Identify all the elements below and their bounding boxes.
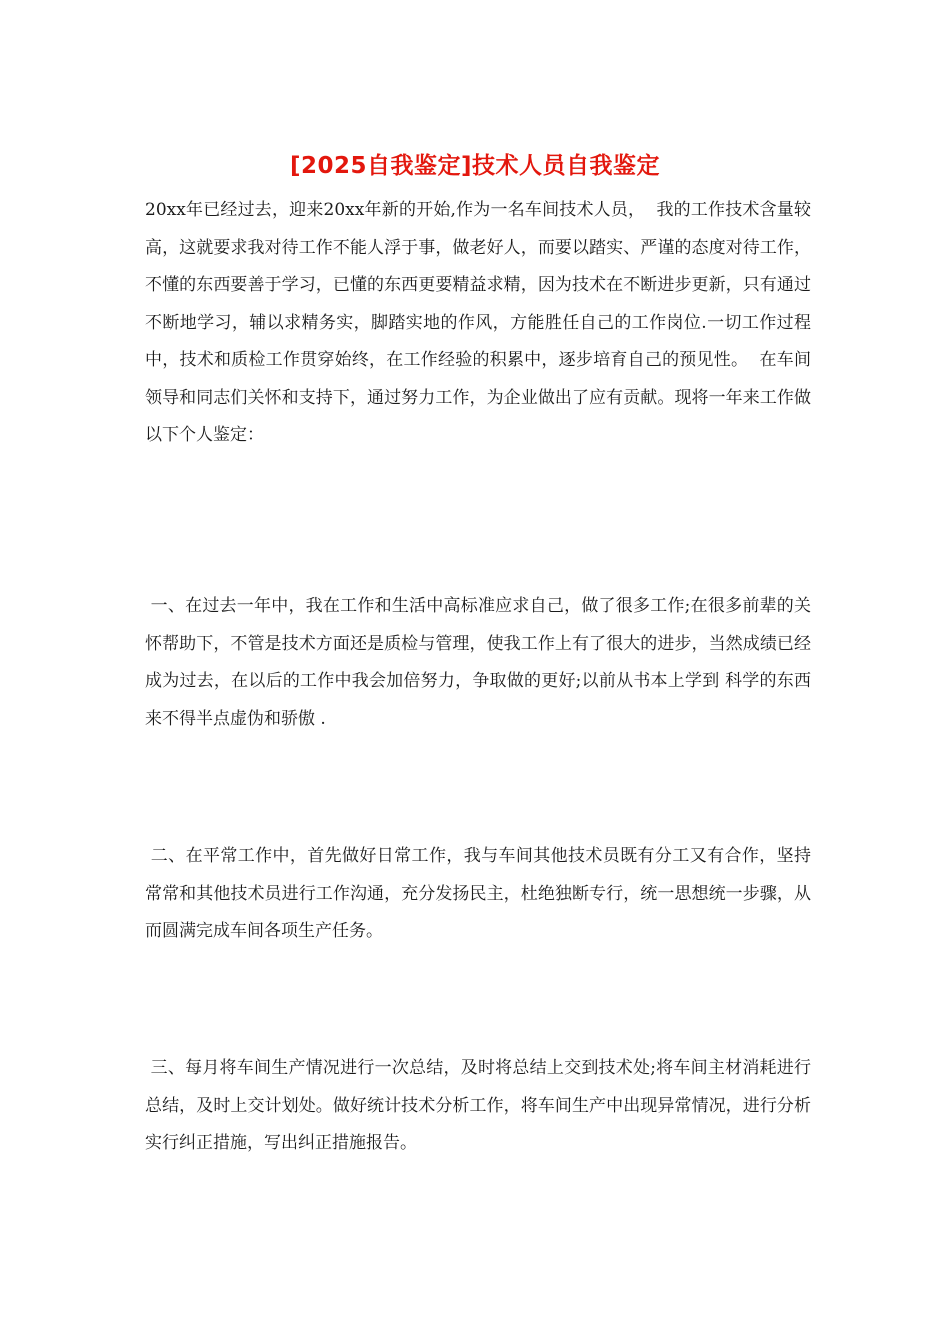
section-2-paragraph: 二、在平常工作中，首先做好日常工作，我与车间其他技术员既有分工又有合作，坚持常常和其他技术员进行工作沟通，充分发扬民主，杜绝独断专行，统一思想统一步骤，从而圆满完成车间各项生产任务。	[145, 846, 812, 941]
section-3-paragraph: 三、每月将车间生产情况进行一次总结，及时将总结上交到技术处;将车间主材消耗进行总结，及时上交计划处。做好统计技术分析工作，将车间生产中出现异常情况，进行分析实行纠正措施，写出纠正措施报告。	[145, 1058, 811, 1153]
section-1-paragraph: 一、在过去一年中，我在工作和生活中高标准应求自己，做了很多工作;在很多前辈的关怀帮助下，不管是技术方面还是质检与管理，使我工作上有了很大的进步，当然成绩已经成为过去，在以后的工作中我会加倍努力，争取做的更好;以前从书本上学到 科学的东西来不得半点虚伪和骄傲 .	[145, 596, 811, 729]
intro-paragraph: 20xx年已经过去，迎来20xx年新的开始,作为一名车间技术人员， 我的工作技术含量较高，这就要求我对待工作不能人浮于事，做老好人，而要以踏实、严谨的态度对待工作，不懂的东西要善于学习，已懂的东西更要精益求精，因为技术在不断进步更新，只有通过不断地学习，辅以求精务实，脚踏实地的作风，方能胜任自己的工作岗位.一切工作过程中，技术和质检工作贯穿始终，在工作经验的积累中，逐步培育自己的预见性。 在车间领导和同志们关怀和支持下，通过努力工作，为企业做出了应有贡献。现将一年来工作做以下个人鉴定：	[145, 200, 811, 445]
document-title: [2025自我鉴定]技术人员自我鉴定	[289, 153, 661, 179]
